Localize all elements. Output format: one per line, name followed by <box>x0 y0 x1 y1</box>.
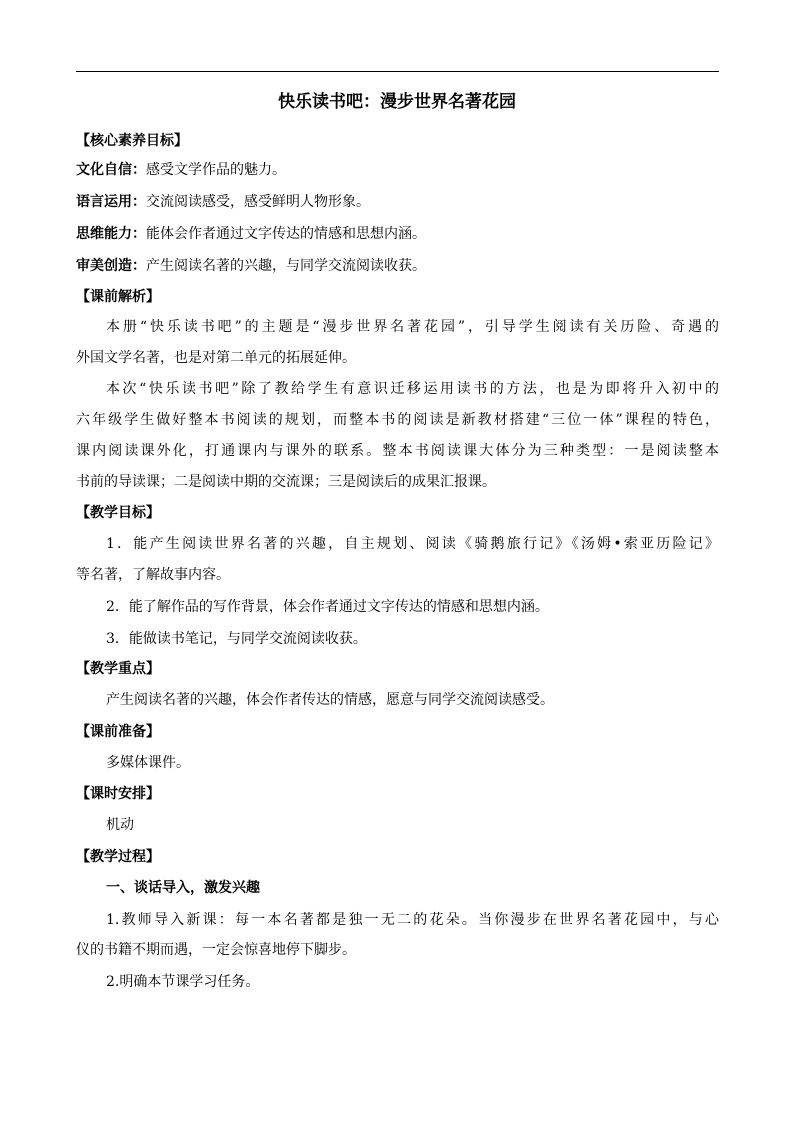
key-points-text: 产生阅读名著的兴趣，体会作者传达的情感，愿意与同学交流阅读感受。 <box>106 692 554 708</box>
core-goal-item <box>76 190 719 214</box>
section-heading-key-points: 【教学重点】 <box>76 661 160 677</box>
preparation-text: 多媒体课件。 <box>106 755 190 771</box>
core-goal-text: 交流阅读感受，感受鲜明人物形象。 <box>146 194 370 210</box>
core-goal-item <box>76 158 719 182</box>
objective-line: 等名著，了解故事内容。 <box>76 567 230 583</box>
section-heading-preparation: 【课前准备】 <box>76 724 160 740</box>
core-goal-item <box>76 222 719 246</box>
section-heading-schedule: 【课时安排】 <box>76 786 160 802</box>
section-heading-core-goals: 【核心素养目标】 <box>76 133 188 149</box>
objective-line: 1．能产生阅读世界名著的兴趣，自主规划、阅读《骑鹅旅行记》《汤姆•索亚历险记》 <box>106 536 719 552</box>
objective-line: 2．能了解作品的写作背景，体会作者通过文字传达的情感和思想内涵。 <box>106 599 549 615</box>
analysis-line: 本册“快乐读书吧”的主题是“漫步世界名著花园”，引导学生阅读有关历险、奇遇的 <box>106 319 719 335</box>
section-heading-analysis: 【课前解析】 <box>76 289 160 305</box>
core-goal-text: 能体会作者通过文字传达的情感和思想内涵。 <box>146 226 426 242</box>
header-rule <box>76 71 719 72</box>
analysis-line: 书前的导读课；二是阅读中期的交流课；三是阅读后的成果汇报课。 <box>76 474 496 490</box>
core-goal-label: 思维能力： <box>76 226 146 242</box>
process-step-title: 一、谈话导入，激发兴趣 <box>106 880 260 896</box>
objective-line: 3．能做读书笔记，与同学交流阅读收获。 <box>106 631 367 647</box>
core-goal-text: 产生阅读名著的兴趣，与同学交流阅读收获。 <box>146 258 426 274</box>
schedule-text: 机动 <box>106 817 134 833</box>
analysis-line: 课内阅读课外化，打通课内与课外的联系。整本书阅读课大体分为三种类型：一是阅读整本 <box>76 443 719 459</box>
core-goal-item <box>76 254 719 278</box>
page-title: 快乐读书吧：漫步世界名著花园 <box>278 92 516 112</box>
process-line: 仪的书籍不期而遇，一定会惊喜地停下脚步。 <box>76 942 356 958</box>
analysis-line: 外国文学名著，也是对第二单元的拓展延伸。 <box>76 350 356 366</box>
core-goal-text: 感受文学作品的魅力。 <box>146 162 286 178</box>
process-line: 1.教师导入新课：每一本名著都是独一无二的花朵。当你漫步在世界名著花园中，与心 <box>106 912 719 928</box>
core-goal-label: 审美创造： <box>76 258 146 274</box>
section-heading-process: 【教学过程】 <box>76 849 160 865</box>
section-heading-objectives: 【教学目标】 <box>76 505 160 521</box>
core-goal-label: 语言运用： <box>76 194 146 210</box>
analysis-line: 六年级学生做好整本书阅读的规划，而整本书的阅读是新教材搭建“三位一体”课程的特色， <box>76 412 719 428</box>
process-line: 2.明确本节课学习任务。 <box>106 974 260 990</box>
analysis-line: 本次“快乐读书吧”除了教给学生有意识迁移运用读书的方法，也是为即将升入初中的 <box>106 381 719 397</box>
core-goal-label: 文化自信： <box>76 162 146 178</box>
